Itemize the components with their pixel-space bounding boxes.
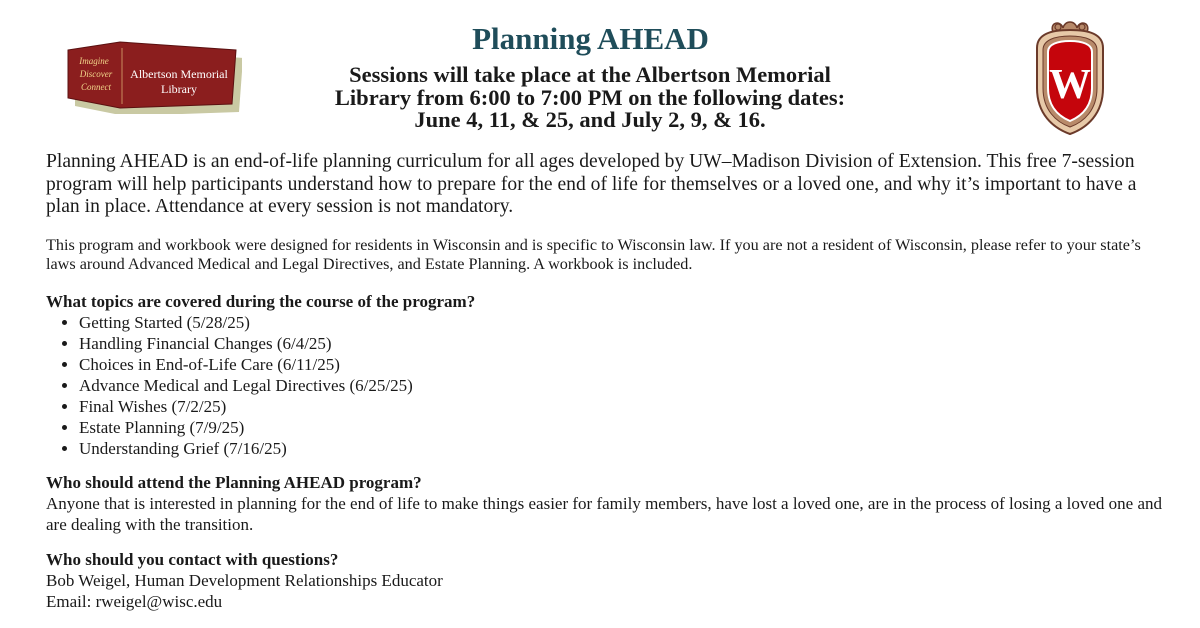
- crest-letter: W: [1049, 62, 1091, 108]
- logo-tagline-2: Discover: [79, 69, 113, 79]
- logo-name-2: Library: [161, 82, 197, 96]
- session-details-line: Library from 6:00 to 7:00 PM on the following dates:: [334, 84, 846, 110]
- attend-section: [46, 472, 1166, 535]
- contact-heading: Who should you contact with questions?: [46, 550, 339, 569]
- intro-paragraph: Planning AHEAD is an end-of-life planning curriculum for all ages developed by UW–Madison Division of Extension. This free 7-session program will help participants understand how to prepare for the end of life for themselves or a loved one, and why it’s important to have a plan in place. Attendance at every session is not mandatory.: [46, 151, 1137, 217]
- list-item: • Advance Medical and Legal Directives (6/25/25): [79, 375, 1166, 396]
- contact-section: [46, 549, 1166, 612]
- session-details-line: June 4, 11, & 25, and July 2, 9, & 16.: [414, 107, 766, 132]
- topics-list: [46, 312, 1166, 459]
- list-item: • Estate Planning (7/9/25): [79, 417, 1166, 438]
- list-item: • Final Wishes (7/2/25): [79, 396, 1166, 417]
- page-title: Planning AHEAD: [472, 21, 709, 56]
- list-item: • Understanding Grief (7/16/25): [79, 438, 1166, 459]
- logo-tagline-3: Connect: [81, 82, 111, 92]
- logo-tagline-1: Imagine: [79, 56, 109, 66]
- contact-email: Email: rweigel@wisc.edu: [46, 592, 223, 611]
- attend-text: Anyone that is interested in planning for the end of life to make things easier for family members, have lost a loved one, are in the process of losing a loved one and are dealing with the transition.: [46, 494, 1163, 534]
- attend-heading: Who should attend the Planning AHEAD program?: [46, 473, 422, 492]
- list-item: • Handling Financial Changes (6/4/25): [79, 333, 1166, 354]
- session-details: [270, 64, 910, 132]
- list-item: • Getting Started (5/28/25): [79, 312, 1166, 333]
- topics-section: [46, 291, 1166, 459]
- list-item: • Choices in End-of-Life Care (6/11/25): [79, 354, 1166, 375]
- wisconsin-notice: This program and workbook were designed for residents in Wisconsin and is specific to Wisconsin law. If you are not a resident of Wisconsin, please refer to your state’s laws around Advanced Medical and Legal Directives, and Estate Planning. A workbook is included.: [46, 236, 1141, 273]
- session-details-line: Sessions will take place at the Albertson Memorial: [349, 62, 831, 87]
- contact-name: Bob Weigel, Human Development Relationships Educator: [46, 571, 443, 590]
- logo-name-1: Albertson Memorial: [130, 67, 228, 81]
- topics-heading: What topics are covered during the course of the program?: [46, 292, 476, 311]
